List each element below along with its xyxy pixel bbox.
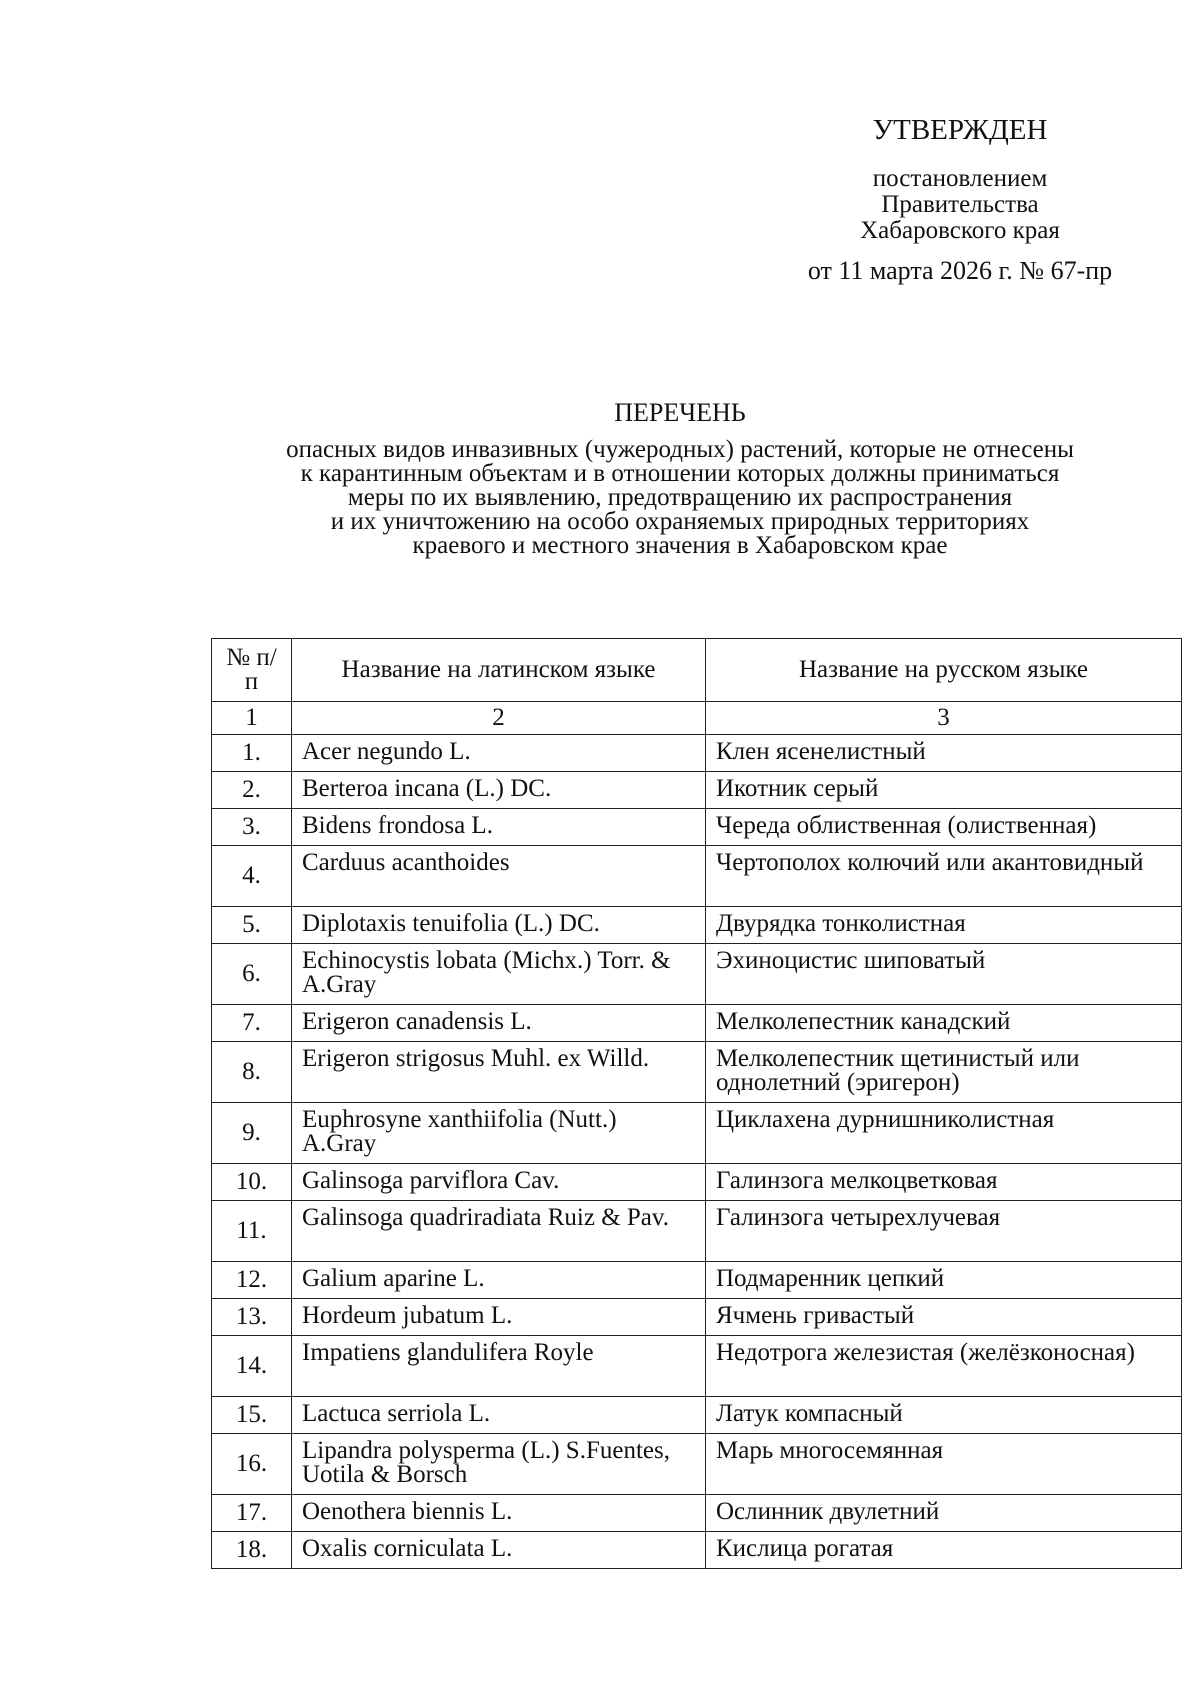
list-title: ПЕРЕЧЕНЬ <box>614 398 746 427</box>
table-row <box>212 1495 1182 1532</box>
approval-line: Правительства <box>881 191 1039 218</box>
latin-name: Diplotaxis tenuifolia (L.) DC. <box>292 907 706 944</box>
row-number: 1. <box>212 735 292 772</box>
list-subtitle <box>200 438 1160 558</box>
table-row <box>212 1397 1182 1434</box>
russian-name: Мелколепестник щетинистый или однолетний (эригерон) <box>706 1042 1182 1103</box>
table-row <box>212 1201 1182 1262</box>
row-number: 10. <box>212 1164 292 1201</box>
latin-name: Galinsoga quadriradiata Ruiz & Pav. <box>292 1201 706 1262</box>
table-row <box>212 735 1182 772</box>
table-row <box>212 772 1182 809</box>
column-number: 1 <box>212 702 292 735</box>
row-number: 12. <box>212 1262 292 1299</box>
russian-name: Икотник серый <box>706 772 1182 809</box>
latin-name: Impatiens glandulifera Royle <box>292 1336 706 1397</box>
latin-name: Berteroa incana (L.) DC. <box>292 772 706 809</box>
latin-name: Erigeron strigosus Muhl. ex Willd. <box>292 1042 706 1103</box>
approval-line: постановлением <box>872 165 1048 192</box>
row-number: 14. <box>212 1336 292 1397</box>
header-latin-name: Название на латинском языке <box>292 639 706 702</box>
column-number-row <box>212 702 1182 735</box>
russian-name: Двурядка тонколистная <box>706 907 1182 944</box>
header-number: № п/п <box>212 639 292 702</box>
latin-name: Galium aparine L. <box>292 1262 706 1299</box>
table-row <box>212 1336 1182 1397</box>
latin-name: Lipandra polysperma (L.) S.Fuentes, Uotila & Borsch <box>292 1434 706 1495</box>
russian-name: Череда облиственная (олиственная) <box>706 809 1182 846</box>
row-number: 8. <box>212 1042 292 1103</box>
table-row <box>212 1042 1182 1103</box>
russian-name: Галинзога четырехлучевая <box>706 1201 1182 1262</box>
russian-name: Ослинник двулетний <box>706 1495 1182 1532</box>
row-number: 17. <box>212 1495 292 1532</box>
list-subtitle-line: меры по их выявлению, предотвращению их распространения <box>347 484 1013 511</box>
row-number: 4. <box>212 846 292 907</box>
row-number: 13. <box>212 1299 292 1336</box>
russian-name: Марь многосемянная <box>706 1434 1182 1495</box>
header-russian-name: Название на русском языке <box>706 639 1182 702</box>
row-number: 9. <box>212 1103 292 1164</box>
row-number: 3. <box>212 809 292 846</box>
latin-name: Galinsoga parviflora Cav. <box>292 1164 706 1201</box>
table-row <box>212 1103 1182 1164</box>
row-number: 6. <box>212 944 292 1005</box>
latin-name: Erigeron canadensis L. <box>292 1005 706 1042</box>
russian-name: Эхиноцистис шиповатый <box>706 944 1182 1005</box>
latin-name: Echinocystis lobata (Michx.) Torr. & A.Gray <box>292 944 706 1005</box>
table-row <box>212 809 1182 846</box>
russian-name: Ячмень гривастый <box>706 1299 1182 1336</box>
latin-name: Oxalis corniculata L. <box>292 1532 706 1569</box>
table-row <box>212 944 1182 1005</box>
table-row <box>212 1532 1182 1569</box>
column-number: 2 <box>292 702 706 735</box>
list-subtitle-line: и их уничтожению на особо охраняемых природных территориях <box>330 508 1030 535</box>
latin-name: Carduus acanthoides <box>292 846 706 907</box>
approval-line: Хабаровского края <box>860 217 1060 244</box>
approval-block <box>760 112 1160 284</box>
list-subtitle-line: к карантинным объектам и в отношении которых должны приниматься <box>300 460 1060 487</box>
table-row <box>212 1299 1182 1336</box>
latin-name: Euphrosyne xanthiifolia (Nutt.) A.Gray <box>292 1103 706 1164</box>
list-subtitle-line: опасных видов инвазивных (чужеродных) растений, которые не отнесены <box>286 436 1074 463</box>
table-row <box>212 1164 1182 1201</box>
latin-name: Bidens frondosa L. <box>292 809 706 846</box>
latin-name: Acer negundo L. <box>292 735 706 772</box>
russian-name: Галинзога мелкоцветковая <box>706 1164 1182 1201</box>
russian-name: Клен ясенелистный <box>706 735 1182 772</box>
row-number: 11. <box>212 1201 292 1262</box>
list-heading <box>200 398 1160 558</box>
russian-name: Циклахена дурнишниколистная <box>706 1103 1182 1164</box>
latin-name: Oenothera biennis L. <box>292 1495 706 1532</box>
latin-name: Hordeum jubatum L. <box>292 1299 706 1336</box>
species-table <box>211 638 1182 1569</box>
russian-name: Латук компасный <box>706 1397 1182 1434</box>
table-row <box>212 907 1182 944</box>
russian-name: Мелколепестник канадский <box>706 1005 1182 1042</box>
row-number: 2. <box>212 772 292 809</box>
table-row <box>212 1262 1182 1299</box>
column-number: 3 <box>706 702 1182 735</box>
row-number: 5. <box>212 907 292 944</box>
table-row <box>212 1005 1182 1042</box>
row-number: 18. <box>212 1532 292 1569</box>
table-header-row <box>212 639 1182 702</box>
row-number: 16. <box>212 1434 292 1495</box>
list-subtitle-line: краевого и местного значения в Хабаровском крае <box>412 532 948 559</box>
row-number: 15. <box>212 1397 292 1434</box>
table-row <box>212 846 1182 907</box>
table-row <box>212 1434 1182 1495</box>
russian-name: Недотрога железистая (желёзконосная) <box>706 1336 1182 1397</box>
approved-title: УТВЕРЖДЕН <box>872 114 1048 146</box>
latin-name: Lactuca serriola L. <box>292 1397 706 1434</box>
russian-name: Кислица рогатая <box>706 1532 1182 1569</box>
russian-name: Подмаренник цепкий <box>706 1262 1182 1299</box>
russian-name: Чертополох колючий или акантовидный <box>706 846 1182 907</box>
row-number: 7. <box>212 1005 292 1042</box>
approval-date: от 11 марта 2026 г. № 67-пр <box>807 256 1113 285</box>
